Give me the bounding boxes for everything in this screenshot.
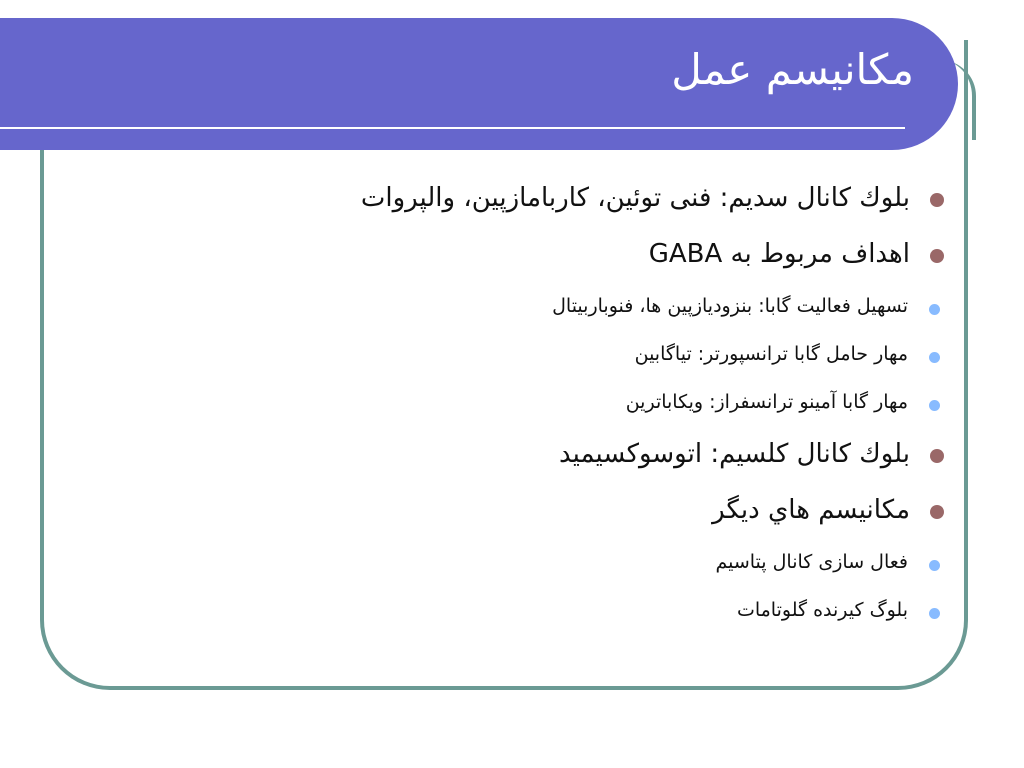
sub-bullet-dot-icon <box>929 608 940 619</box>
bullet-text: اهداف مربوط به GABA <box>648 239 910 269</box>
bullet-dot-icon <box>930 193 944 207</box>
sub-bullet-item-gaba-facilitation <box>184 294 942 318</box>
bullet-item-calcium-channel <box>184 438 944 470</box>
sub-bullet-text: بلوگ كيرنده گلوتامات <box>736 599 908 621</box>
slide-title: مکانیسم عمل <box>671 45 914 94</box>
sub-bullet-dot-icon <box>929 560 940 571</box>
bullet-list <box>184 182 944 646</box>
sub-bullet-dot-icon <box>929 352 940 363</box>
sub-bullet-item-gaba-transporter <box>184 342 942 366</box>
bullet-dot-icon <box>930 449 944 463</box>
sub-bullet-item-glutamate-receptor <box>184 598 942 622</box>
bullet-dot-icon <box>930 249 944 263</box>
sub-bullet-dot-icon <box>929 304 940 315</box>
bullet-text: بلوك كانال كلسيم: اتوسوكسيميد <box>559 439 910 469</box>
sub-bullet-text: تسهيل فعاليت گابا: بنزوديازپين ها، فنوباربيتال <box>552 295 908 317</box>
bullet-dot-icon <box>930 505 944 519</box>
sub-bullet-text: فعال سازى كانال پتاسيم <box>715 551 908 573</box>
bullet-text: بلوك كانال سديم: فنى توئين، كاربامازپين، والپروات <box>360 183 910 213</box>
sub-bullet-text: مهار حامل گابا ترانسپورتر: تياگابين <box>634 343 908 365</box>
bullet-item-gaba-targets <box>184 238 944 270</box>
bullet-item-other-mechanisms <box>184 494 944 526</box>
bullet-text: مكانيسم هاي ديگر <box>712 495 910 525</box>
sub-bullet-dot-icon <box>929 400 940 411</box>
title-underline <box>0 127 905 129</box>
bullet-item-sodium-channel <box>184 182 944 214</box>
sub-bullet-item-gaba-transaminase <box>184 390 942 414</box>
sub-bullet-item-potassium-channel <box>184 550 942 574</box>
sub-bullet-text: مهار گابا آمينو ترانسفراز: ويكاباترين <box>625 391 908 413</box>
